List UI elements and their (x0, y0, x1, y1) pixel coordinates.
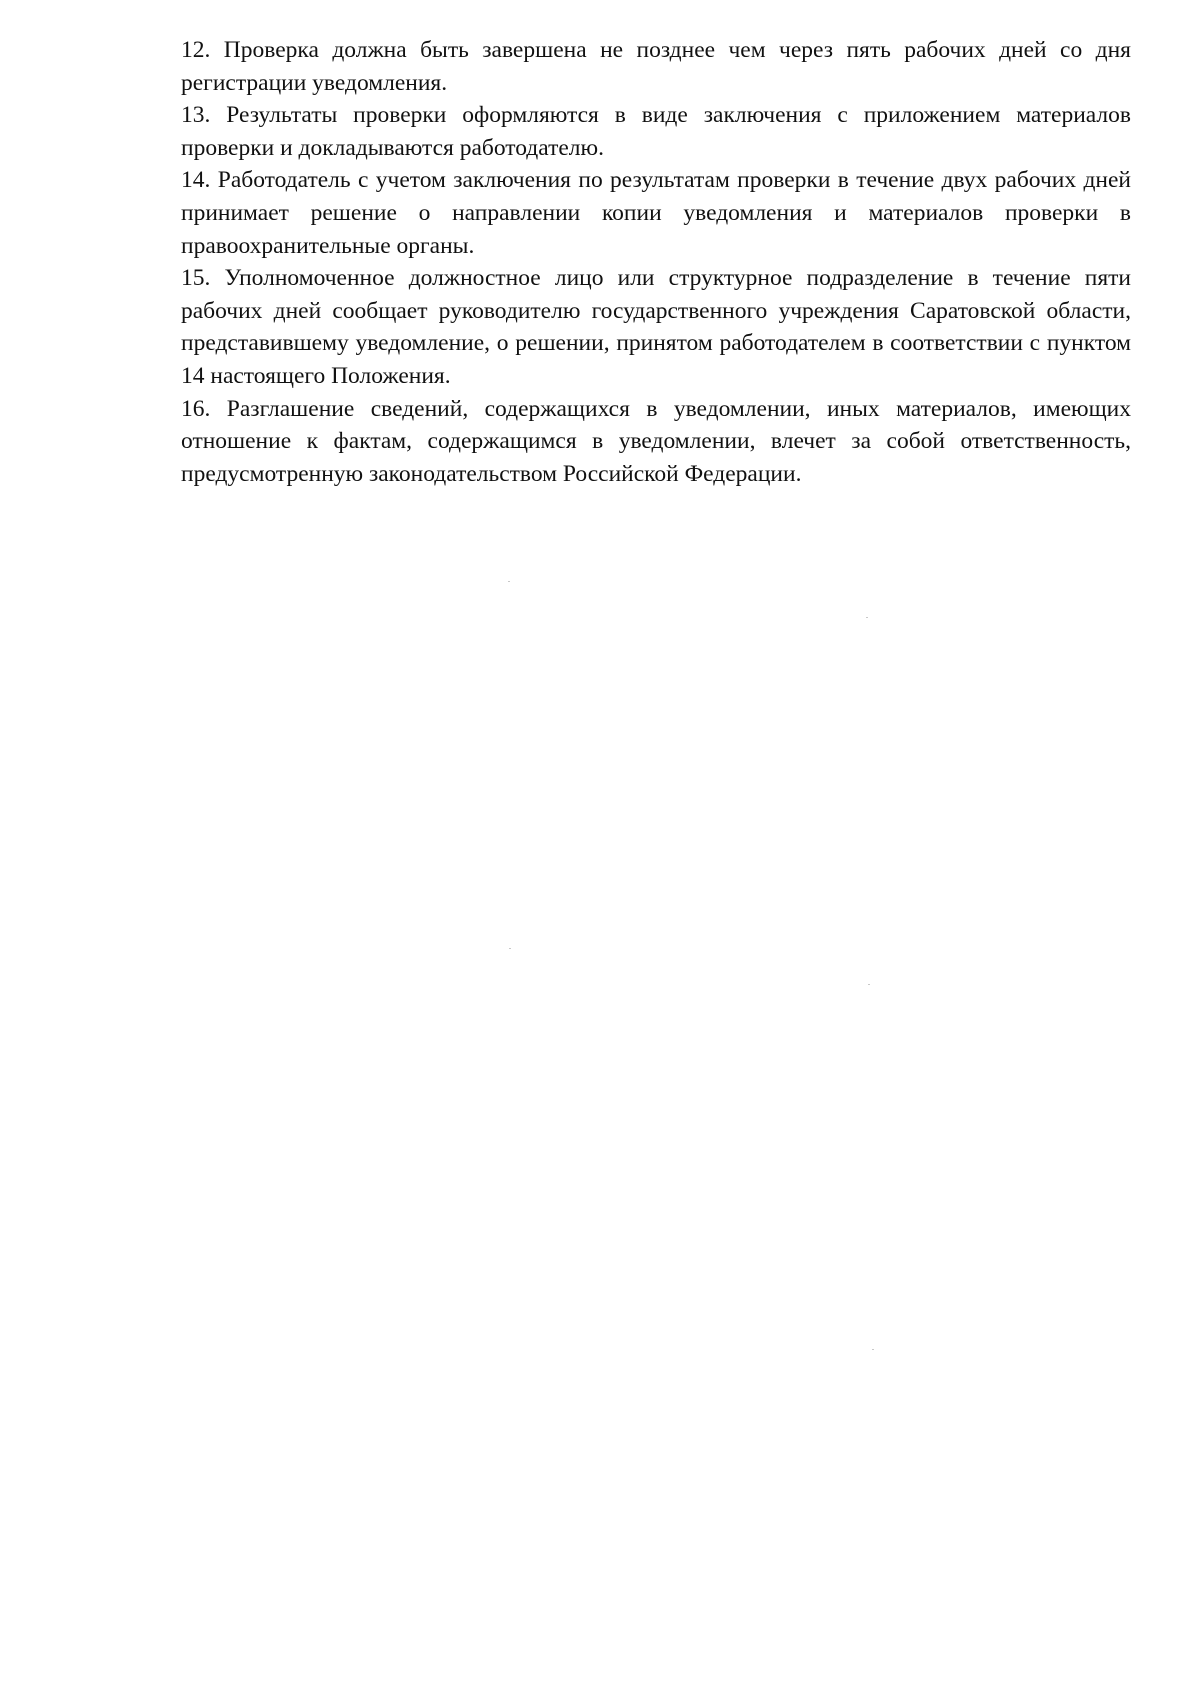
scan-speck (509, 948, 511, 949)
document-body (181, 34, 1131, 490)
paragraph-15: 15. Уполномоченное должностное лицо или структурное подразделение в течение пяти рабочих дней сообщает руководителю государственного учреждения Саратовской области, представившему уведомление, о решении, принятом работодателем в соответствии с пунктом 14 настоящего Положения. (181, 265, 1131, 389)
scan-speck (868, 984, 870, 985)
scan-speck (866, 617, 868, 618)
paragraph-13: 13. Результаты проверки оформляются в виде заключения с приложением материалов проверки и докладываются работодателю. (181, 102, 1131, 161)
paragraph-14: 14. Работодатель с учетом заключения по результатам проверки в течение двух рабочих дней принимает решение о направлении копии уведомления и материалов проверки в правоохранительные органы. (181, 167, 1131, 259)
scan-speck (508, 581, 510, 582)
paragraph-12: 12. Проверка должна быть завершена не позднее чем через пять рабочих дней со дня регистрации уведомления. (181, 37, 1131, 96)
paragraph-16: 16. Разглашение сведений, содержащихся в уведомлении, иных материалов, имеющих отношение к фактам, содержащимся в уведомлении, влечет за собой ответственность, предусмотренную законодательством Российской Федерации. (181, 395, 1131, 487)
scan-speck (872, 1349, 874, 1350)
